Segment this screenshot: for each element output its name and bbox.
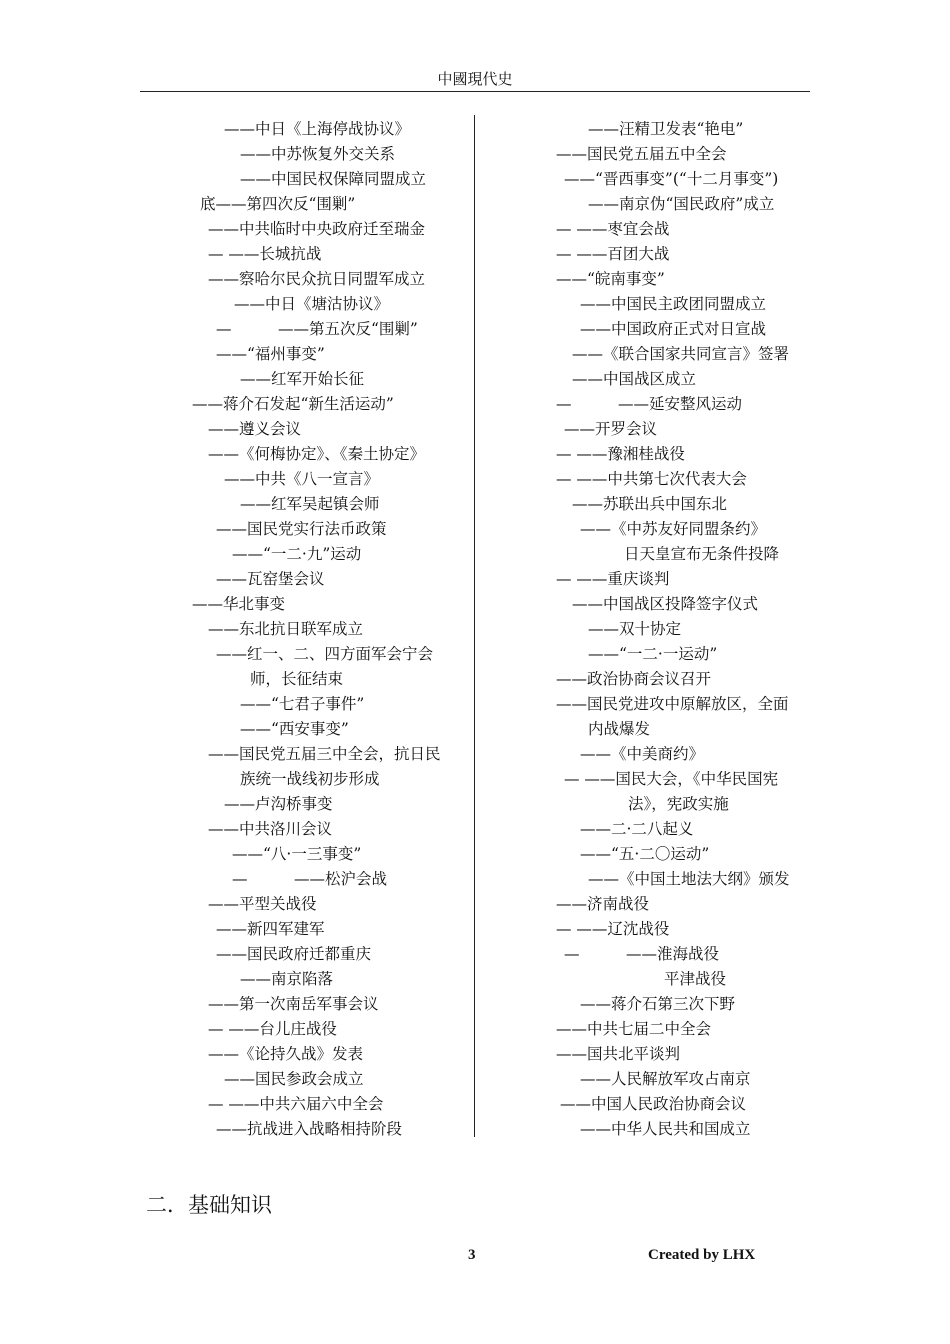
header-rule (140, 91, 810, 92)
timeline-entry: ——红军吴起镇会师 (240, 495, 380, 513)
timeline-entry: ——苏联出兵中国东北 (572, 495, 728, 513)
timeline-entry: ——“皖南事变” (556, 270, 665, 288)
timeline-entry: 师，长征结束 (250, 670, 344, 688)
timeline-entry: ——南京伪“国民政府”成立 (588, 195, 775, 213)
timeline-entry: ——“一二·九”运动 (232, 545, 362, 563)
page-number: 3 (468, 1247, 476, 1263)
timeline-entry: ——平型关战役 (208, 895, 317, 913)
timeline-entry: ——蒋介石发起“新生活运动” (192, 395, 394, 413)
timeline-entry: ——抗战进入战略相持阶段 (216, 1120, 403, 1138)
timeline-entry: ——二·二八起义 (580, 820, 694, 838)
left-timeline-column (188, 117, 468, 1142)
timeline-entry: ——红军开始长征 (240, 370, 365, 388)
timeline-entry: ——中共洛川会议 (208, 820, 333, 838)
timeline-entry: ——汪精卫发表“艳电” (588, 120, 744, 138)
timeline-entry: 内战爆发 (588, 720, 651, 738)
timeline-entry: ——中日《塘沽协议》 (234, 295, 390, 313)
timeline-entry: ——开罗会议 (564, 420, 658, 438)
timeline-entry: ——《中美商约》 (580, 745, 705, 763)
timeline-entry: ——“一二·一运动” (588, 645, 718, 663)
timeline-entry: ——国民党五届三中全会，抗日民 (208, 745, 441, 763)
timeline-entry: — ——台儿庄战役 (208, 1020, 337, 1038)
timeline-entry: — ——淮海战役 (564, 945, 720, 963)
timeline-entry: ——国共北平谈判 (556, 1045, 681, 1063)
timeline-entry: ——蒋介石第三次下野 (580, 995, 736, 1013)
timeline-entry: 平津战役 (664, 970, 727, 988)
timeline-entry: ——中日《上海停战协议》 (224, 120, 411, 138)
timeline-entry: ——红一、二、四方面军会宁会 (216, 645, 434, 663)
timeline-entry: ——中国民主政团同盟成立 (580, 295, 767, 313)
timeline-entry: ——《何梅协定》、《秦土协定》 (208, 445, 426, 463)
timeline-entry: ——“晋西事变”(“十二月事变”) (564, 170, 779, 188)
timeline-entry: ——卢沟桥事变 (224, 795, 333, 813)
timeline-entry: — ——豫湘桂战役 (556, 445, 685, 463)
timeline-entry: ——新四军建军 (216, 920, 325, 938)
timeline-entry: ——“五·二〇运动” (580, 845, 710, 863)
column-divider (474, 115, 475, 1137)
timeline-entry: ——第一次南岳军事会议 (208, 995, 379, 1013)
timeline-entry: 族统一战线初步形成 (240, 770, 380, 788)
timeline-entry: ——察哈尔民众抗日同盟军成立 (208, 270, 426, 288)
timeline-entry: ——国民党实行法币政策 (216, 520, 387, 538)
timeline-entry: ——济南战役 (556, 895, 650, 913)
footer-credit: Created by LHX (648, 1247, 756, 1263)
timeline-entry: — ——松沪会战 (232, 870, 388, 888)
timeline-entry: ——中国民权保障同盟成立 (240, 170, 427, 188)
right-timeline-column (552, 117, 814, 1142)
timeline-entry: ——中国人民政治协商会议 (560, 1095, 747, 1113)
timeline-entry: — ——国民大会，《中华民国宪 (564, 770, 779, 788)
timeline-entry: — ——长城抗战 (208, 245, 322, 263)
timeline-entry: — ——辽沈战役 (556, 920, 670, 938)
timeline-entry: — ——枣宜会战 (556, 220, 670, 238)
timeline-entry: ——双十协定 (588, 620, 682, 638)
timeline-entry: ——“八·一三事变” (232, 845, 362, 863)
timeline-entry: ——中国战区投降签字仪式 (572, 595, 759, 613)
timeline-entry: — ——中共六届六中全会 (208, 1095, 384, 1113)
page-header-title: 中國現代史 (437, 70, 513, 88)
timeline-entry: ——中华人民共和国成立 (580, 1120, 751, 1138)
timeline-entry: ——“七君子事件” (240, 695, 365, 713)
timeline-entry: — ——中共第七次代表大会 (556, 470, 747, 488)
timeline-entry: 底——第四次反“围剿” (200, 195, 356, 213)
timeline-entry: ——“西安事变” (240, 720, 349, 738)
timeline-entry: ——东北抗日联军成立 (208, 620, 364, 638)
timeline-entry: ——《联合国家共同宣言》签署 (572, 345, 790, 363)
timeline-entry: ——南京陷落 (240, 970, 334, 988)
timeline-entry: ——《中苏友好同盟条约》 (580, 520, 767, 538)
timeline-entry: ——遵义会议 (208, 420, 302, 438)
timeline-entry: ——中国政府正式对日宣战 (580, 320, 767, 338)
timeline-entry: ——国民党五届五中全会 (556, 145, 727, 163)
timeline-entry: ——中国战区成立 (572, 370, 697, 388)
timeline-entry: ——中共七届二中全会 (556, 1020, 712, 1038)
timeline-entry: ——《中国土地法大纲》颁发 (588, 870, 790, 888)
timeline-entry: ——中苏恢复外交关系 (240, 145, 396, 163)
timeline-entry: ——国民政府迁都重庆 (216, 945, 372, 963)
timeline-entry: ——人民解放军攻占南京 (580, 1070, 751, 1088)
timeline-entry: ——“福州事变” (216, 345, 325, 363)
timeline-entry: ——《论持久战》发表 (208, 1045, 364, 1063)
timeline-entry: ——中共临时中央政府迁至瑞金 (208, 220, 426, 238)
timeline-entry: — ——延安整风运动 (556, 395, 743, 413)
timeline-entry: 法》，宪政实施 (628, 795, 729, 813)
timeline-entry: ——政治协商会议召开 (556, 670, 712, 688)
timeline-entry: ——华北事变 (192, 595, 286, 613)
timeline-entry: ——中共《八一宣言》 (224, 470, 380, 488)
timeline-entry: — ——百团大战 (556, 245, 670, 263)
timeline-entry: — ——第五次反“围剿” (216, 320, 418, 338)
timeline-entry: 日天皇宣布无条件投降 (624, 545, 780, 563)
section-title: 二．基础知识 (146, 1193, 272, 1217)
timeline-entry: ——瓦窑堡会议 (216, 570, 325, 588)
timeline-entry: — ——重庆谈判 (556, 570, 670, 588)
timeline-entry: ——国民参政会成立 (224, 1070, 364, 1088)
timeline-entry: ——国民党进攻中原解放区，全面 (556, 695, 789, 713)
